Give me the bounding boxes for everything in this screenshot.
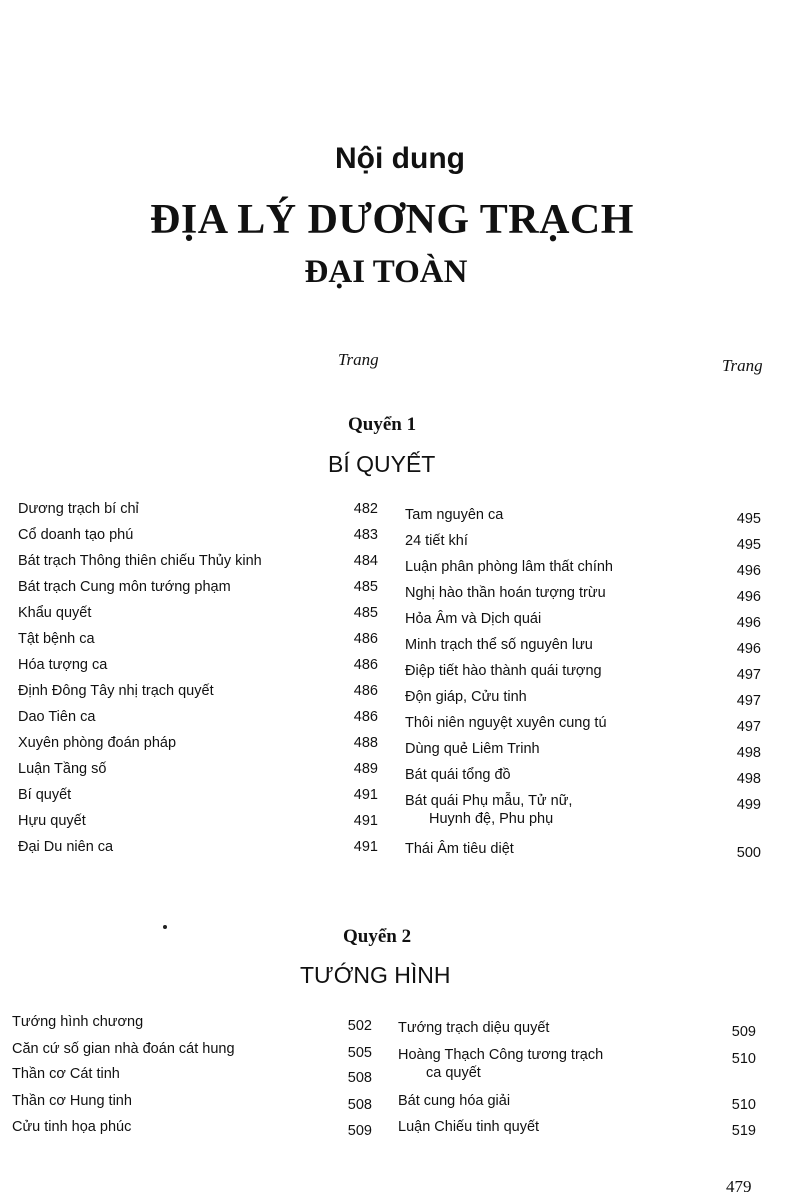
toc-entry-page: 497: [736, 667, 761, 683]
toc-entry-title: Dùng quẻ Liêm Trinh: [405, 741, 540, 757]
toc-entry-page: 495: [736, 537, 761, 553]
page-column-label-right: Trang: [722, 356, 763, 375]
toc-entry-page: 486: [353, 709, 378, 725]
toc-entry-page: 485: [353, 579, 378, 595]
toc-entry-title: Thần cơ Hung tinh: [12, 1093, 132, 1109]
toc-entry-title: Thôi niên nguyệt xuyên cung tú: [405, 715, 607, 731]
toc-entry-page: 497: [736, 693, 761, 709]
toc-entry-title: Căn cứ số gian nhà đoán cát hung: [12, 1041, 235, 1057]
section-2-title: TƯỚNG HÌNH: [300, 962, 451, 988]
toc-entry-page: 484: [353, 553, 378, 569]
toc-entry-title: Luận phân phòng lâm thất chính: [405, 559, 613, 575]
toc-entry-title: Minh trạch thể số nguyên lưu: [405, 637, 593, 653]
toc-entry-page: 508: [347, 1097, 372, 1113]
toc-entry-page: 498: [736, 745, 761, 761]
toc-entry-page: 482: [353, 501, 378, 517]
toc-entry-page: 495: [736, 511, 761, 527]
toc-entry-title: Bát trạch Thông thiên chiếu Thủy kinh: [18, 553, 262, 569]
toc-entry-title-continued: Huynh đệ, Phu phụ: [429, 811, 554, 827]
toc-entry-title: Bát cung hóa giải: [398, 1093, 511, 1109]
toc-entry-title: Định Đông Tây nhị trạch quyết: [18, 683, 214, 699]
toc-entry-title: Độn giáp, Cửu tinh: [405, 689, 527, 705]
toc-entry-page: 509: [731, 1024, 756, 1040]
toc-entry-page: 502: [347, 1018, 372, 1034]
toc-entry-page: 508: [347, 1070, 372, 1086]
toc-entry-page: 510: [731, 1097, 756, 1113]
toc-entry-title: Nghị hào thần hoán tượng trừu: [405, 585, 606, 601]
speck-mark: [163, 925, 167, 929]
toc-entry-title: Tật bệnh ca: [18, 631, 95, 647]
toc-entry-title: Tướng hình chương: [12, 1014, 144, 1030]
toc-entry-title: Thái Âm tiêu diệt: [405, 841, 514, 857]
toc-entry-page: 505: [347, 1045, 372, 1061]
toc-entry-title: Tam nguyên ca: [405, 507, 504, 523]
toc-entry-title: Xuyên phòng đoán pháp: [18, 735, 177, 751]
toc-entry-title: Hỏa Âm và Dịch quái: [405, 611, 542, 627]
toc-entry-title: 24 tiết khí: [405, 533, 468, 549]
toc-entry-title: Đại Du niên ca: [18, 839, 114, 855]
toc-entry-title-continued: ca quyết: [426, 1065, 481, 1081]
toc-entry-page: 491: [353, 839, 378, 855]
toc-entry-page: 491: [353, 813, 378, 829]
toc-entry-title: Điệp tiết hào thành quái tượng: [405, 663, 602, 679]
toc-entry-title: Hóa tượng ca: [18, 657, 108, 673]
toc-entry-title: Cổ doanh tạo phú: [18, 527, 134, 543]
toc-entry-page: 498: [736, 771, 761, 787]
toc-entry-page: 488: [353, 735, 378, 751]
toc-entry-title: Dao Tiên ca: [18, 709, 96, 725]
toc-entry-title: Khẩu quyết: [18, 605, 92, 621]
toc-entry-title: Luận Tầng số: [18, 761, 107, 777]
section-2-label: Quyển 2: [343, 926, 412, 947]
toc-entry-page: 486: [353, 657, 378, 673]
toc-entry-page: 491: [353, 787, 378, 803]
toc-entry-page: 496: [736, 641, 761, 657]
toc-entry-title: Bát quái Phụ mẫu, Tử nữ,: [405, 793, 573, 809]
toc-entry-page: 496: [736, 589, 761, 605]
toc-entry-title: Thần cơ Cát tinh: [12, 1066, 120, 1082]
section-1-label: Quyển 1: [348, 414, 417, 435]
toc-entry-title: Hoàng Thạch Công tương trạch: [398, 1047, 604, 1063]
toc-entry-title: Bí quyết: [18, 787, 72, 803]
toc-entry-page: 496: [736, 615, 761, 631]
page-column-label-left: Trang: [338, 350, 379, 369]
toc-entry-page: 486: [353, 683, 378, 699]
toc-entry-title: Tướng trạch diệu quyết: [398, 1020, 550, 1036]
toc-entry-title: Luận Chiếu tinh quyết: [398, 1119, 540, 1135]
toc-entry-page: 489: [353, 761, 378, 777]
book-subtitle: ĐẠI TOÀN: [304, 254, 468, 290]
toc-entry-title: Cửu tinh họa phúc: [12, 1119, 132, 1135]
contents-heading: Nội dung: [335, 142, 465, 175]
toc-entry-page: 497: [736, 719, 761, 735]
page-number: 479: [726, 1177, 752, 1196]
toc-entry-page: 496: [736, 563, 761, 579]
toc-entry-page: 510: [731, 1051, 756, 1067]
toc-entry-page: 485: [353, 605, 378, 621]
toc-entry-page: 499: [736, 797, 761, 813]
toc-entry-title: Bát trạch Cung môn tướng phạm: [18, 579, 231, 595]
book-title: ĐỊA LÝ DƯƠNG TRẠCH: [150, 197, 634, 243]
toc-entry-page: 486: [353, 631, 378, 647]
toc-entry-page: 500: [736, 845, 761, 861]
toc-entry-page: 509: [347, 1123, 372, 1139]
toc-entry-title: Hựu quyết: [18, 813, 86, 829]
section-1-title: BÍ QUYẾT: [328, 451, 436, 477]
toc-entry-title: Bát quái tổng đồ: [405, 767, 511, 783]
toc-entry-title: Dương trạch bí chỉ: [18, 501, 139, 517]
toc-entry-page: 519: [731, 1123, 756, 1139]
toc-entry-page: 483: [353, 527, 378, 543]
